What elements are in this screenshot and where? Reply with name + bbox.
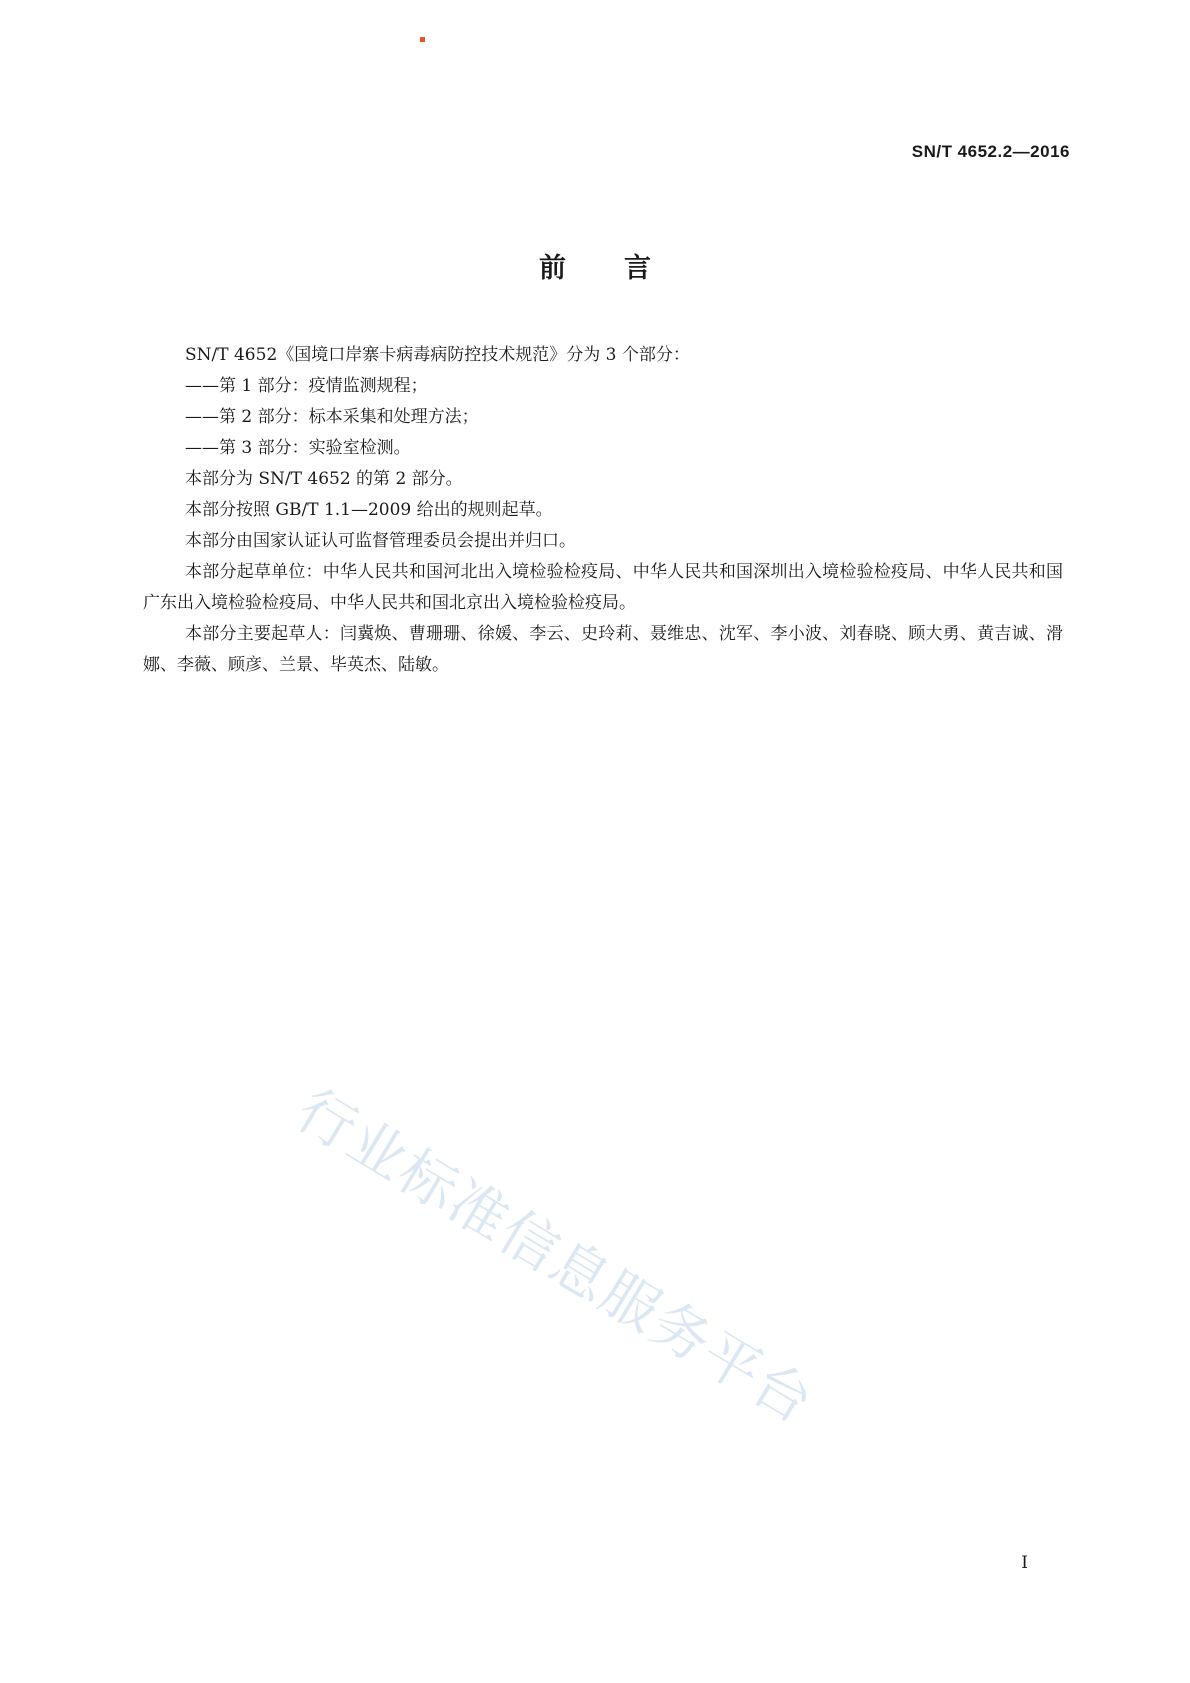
intro-paragraph: SN/T 4652《国境口岸寨卡病毒病防控技术规范》分为 3 个部分： [185, 345, 690, 365]
part-statement-paragraph: 本部分为 SN/T 4652 的第 2 部分。 [185, 469, 463, 489]
page-number: I [1021, 1553, 1028, 1573]
list-item-part-1: ——第 1 部分：疫情监测规程； [185, 376, 428, 396]
drafters-paragraph: 本部分主要起草人：闫冀焕、曹珊珊、徐媛、李云、史玲莉、聂维忠、沈军、李小波、刘春晓、顾大勇、黄吉诚、滑娜、李薇、顾彦、兰景、毕英杰、陆敏。 [143, 624, 1063, 675]
drafting-rule-paragraph: 本部分按照 GB/T 1.1—2009 给出的规则起草。 [185, 500, 553, 520]
list-item-part-2: ——第 2 部分：标本采集和处理方法； [185, 407, 479, 427]
foreword-body [143, 340, 1063, 681]
page-title: 前言 [539, 253, 709, 284]
drafting-units-paragraph: 本部分起草单位：中华人民共和国河北出入境检验检疫局、中华人民共和国深圳出入境检验检疫局、中华人民共和国广东出入境检验检疫局、中华人民共和国北京出入境检验检疫局。 [143, 562, 1063, 613]
list-item-part-3: ——第 3 部分：实验室检测。 [185, 438, 411, 458]
red-dot-mark [420, 37, 425, 42]
watermark-text: 行业标准信息服务平台 [285, 1076, 826, 1438]
document-code: SN/T 4652.2—2016 [911, 142, 1070, 161]
proposer-paragraph: 本部分由国家认证认可监督管理委员会提出并归口。 [185, 531, 576, 551]
